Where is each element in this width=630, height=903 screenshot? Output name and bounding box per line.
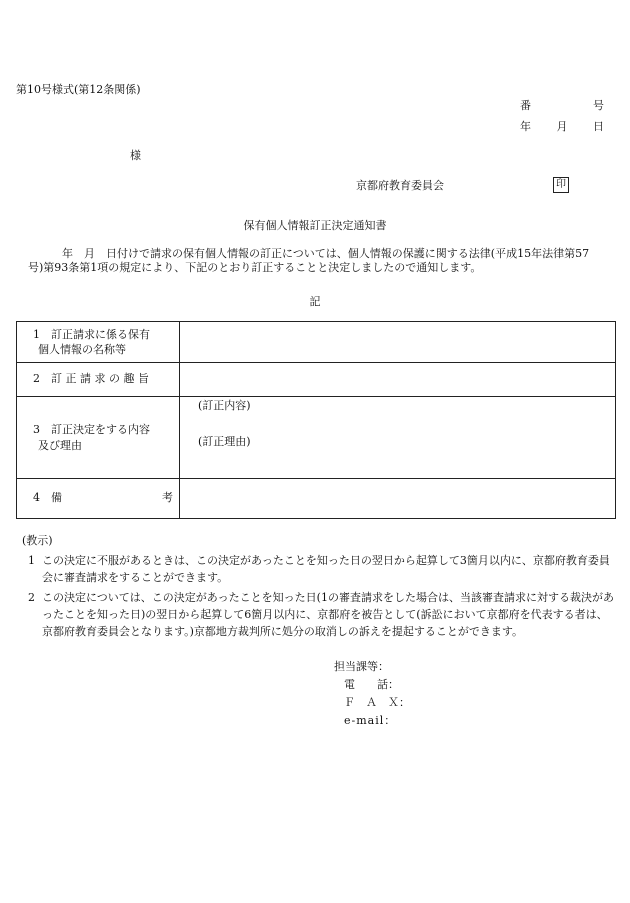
note-item-2 <box>28 589 618 640</box>
row1-label-a: 1 訂正請求に係る保有 <box>33 327 150 341</box>
row3-label-a: 3 訂正決定をする内容 <box>33 423 150 437</box>
seal-stamp: 印 <box>553 177 569 193</box>
intro-paragraph <box>28 247 618 276</box>
contact-block <box>334 660 410 732</box>
row3-label-b: 及び理由 <box>38 438 82 452</box>
ki-heading: 記 <box>309 295 321 308</box>
date-year: 年 <box>520 120 531 133</box>
contact-dept: 担当課等： <box>334 660 389 673</box>
contact-fax: Ｆ Ａ Ｘ： <box>344 696 410 709</box>
correction-reason-label: (訂正理由) <box>198 435 251 449</box>
addressee-suffix: 様 <box>130 149 141 162</box>
row4-label-end: 考 <box>162 491 173 505</box>
row4-label-start: 4 備 <box>33 491 62 505</box>
intro-line-1: 年 月 日付けで請求の保有個人情報の訂正については、個人情報の保護に関する法律(平成15年法律第57 <box>62 247 590 260</box>
contact-email: e-mail： <box>344 714 397 727</box>
row4-value[interactable] <box>180 479 616 519</box>
table-row <box>17 397 616 479</box>
sender-name: 京都府教育委員会 <box>356 179 444 192</box>
notes-heading: (教示) <box>22 534 53 547</box>
note-item-1 <box>28 552 618 586</box>
correction-content-label: (訂正内容) <box>198 399 251 412</box>
form-number-label: 第10号様式(第12条関係) <box>16 83 141 96</box>
intro-line-2: 号)第93条第1項の規定により、下記のとおり訂正することと決定しましたので通知します。 <box>28 261 482 275</box>
date-month: 月 <box>556 120 568 133</box>
row1-label-b: 個人情報の名称等 <box>38 343 126 356</box>
row3-label <box>17 397 180 479</box>
row3-value[interactable] <box>180 397 616 479</box>
number-go: 号 <box>593 99 604 112</box>
row2-value[interactable] <box>180 363 616 397</box>
table-row <box>17 363 616 397</box>
contact-tel: 電 話： <box>344 678 399 691</box>
row1-value[interactable] <box>180 322 616 363</box>
number-ban: 番 <box>520 99 531 112</box>
document-title: 保有個人情報訂正決定通知書 <box>243 219 387 232</box>
table-row <box>17 479 616 519</box>
row2-label <box>17 363 180 397</box>
date-day: 日 <box>593 120 604 133</box>
date-line <box>520 120 604 134</box>
note-2-text: この決定については、この決定があったことを知った日(1の審査請求をした場合は、当該審査請求に対する裁決があったことを知った日)の翌日から起算して6箇月以内に、京都府を被告として(訴訟において京都府を代表する者は、京都府教育委員会となります。)京都地方裁判所に処分の取消しの訴えを提起することができます。 <box>42 591 614 639</box>
row1-label <box>17 322 180 363</box>
document-number-line <box>520 99 604 113</box>
note-2-number: 2 <box>28 591 35 604</box>
decision-table <box>16 321 616 519</box>
note-1-text: この決定に不服があるときは、この決定があったことを知った日の翌日から起算して3箇月以内に、京都府教育委員会に審査請求をすることができます。 <box>42 554 610 585</box>
note-1-number: 1 <box>28 554 35 567</box>
table-row <box>17 322 616 363</box>
row2-label-text: 2 訂 正 請 求 の 趣 旨 <box>33 372 149 386</box>
row4-label <box>17 479 180 519</box>
